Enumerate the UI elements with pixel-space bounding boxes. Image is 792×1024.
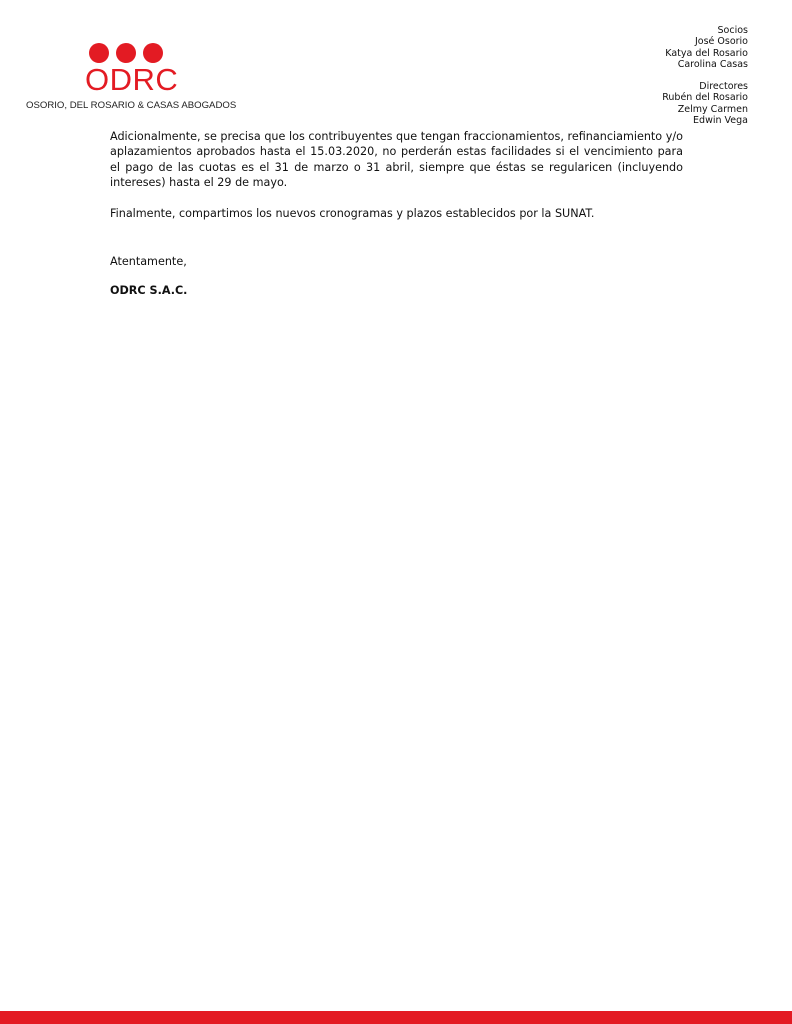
logo-tagline: OSORIO, DEL ROSARIO & CASAS ABOGADOS xyxy=(26,100,237,111)
letter-body xyxy=(110,129,683,299)
partner-name: José Osorio xyxy=(694,36,748,48)
logo-dot xyxy=(89,43,109,63)
director-name: Zelmy Carmen xyxy=(677,103,748,115)
partners-list xyxy=(662,25,748,70)
director-name: Edwin Vega xyxy=(693,115,748,127)
logo-dot xyxy=(116,43,136,63)
director-name: Rubén del Rosario xyxy=(662,92,748,104)
body-paragraph: Finalmente, compartimos los nuevos cronogramas y plazos establecidos por la SUNAT. xyxy=(110,206,595,220)
directors-list xyxy=(662,81,748,126)
logo-wordmark: ODRC xyxy=(85,62,179,97)
closing-salutation: Atentamente, xyxy=(110,255,187,269)
footer-bar xyxy=(0,1011,792,1024)
letterhead-people xyxy=(662,25,748,126)
company-logo xyxy=(26,40,246,120)
logo-dot xyxy=(143,43,163,63)
directors-heading: Directores xyxy=(699,81,748,93)
body-paragraph: Adicionalmente, se precisa que los contribuyentes que tengan fraccionamientos, refinanciamiento y/o aplazamientos aprobados hasta el 15.03.2020, no perderán estas facilidades si el vencimiento para el pago de las cuotas es el 31 de marzo o 31 abril, siempre que éstas se regularicen (incluyendo intereses) hasta el 29 de mayo. xyxy=(110,130,683,190)
partner-name: Katya del Rosario xyxy=(665,47,748,59)
partners-heading: Socios xyxy=(717,25,748,36)
signature: ODRC S.A.C. xyxy=(110,284,188,298)
partner-name: Carolina Casas xyxy=(677,58,748,70)
